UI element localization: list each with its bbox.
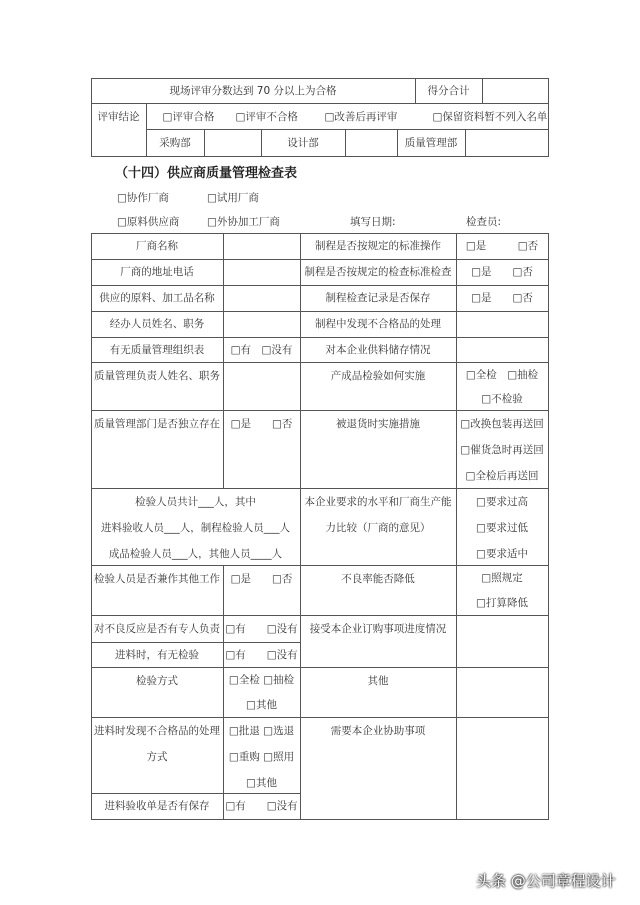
answer-cell[interactable] — [456, 667, 549, 718]
label: 制程是否按规定的检查标准检查 — [304, 266, 452, 278]
row-label — [91, 285, 224, 312]
options[interactable]: □是 □否 — [465, 240, 539, 252]
row-label — [91, 717, 224, 794]
section-title: （十四）供应商质量管理检查表 — [115, 166, 298, 181]
row-label — [91, 667, 224, 718]
row-label — [91, 233, 224, 260]
row-label — [91, 793, 224, 820]
answer-cell[interactable] — [223, 311, 301, 338]
row-label — [91, 615, 224, 643]
label: 有无质量管理组织表 — [109, 343, 205, 356]
answer-cell[interactable] — [223, 285, 301, 312]
row-label — [300, 285, 457, 312]
dept-purchasing-value[interactable] — [204, 129, 262, 157]
row-label — [91, 410, 224, 489]
inspector-count-cell[interactable] — [91, 488, 301, 566]
label: 制程检查记录是否保存 — [325, 292, 431, 304]
line: 成品检验人员___人，其他人员____人 — [108, 547, 283, 560]
options[interactable]: □有 □没有 — [225, 648, 298, 661]
option[interactable]: □其他 — [246, 776, 277, 789]
inspection-options[interactable] — [456, 362, 549, 411]
fill-date-label: 填写日期: — [350, 216, 396, 228]
row-label — [300, 410, 457, 489]
answer-cell[interactable] — [456, 717, 549, 820]
row-label — [300, 259, 457, 286]
label: 对本企业供料储存情况 — [325, 343, 431, 356]
option[interactable]: □重购 □照用 — [228, 750, 295, 763]
label: 进料验收单是否有保存 — [104, 800, 210, 812]
row-label — [300, 488, 457, 566]
option[interactable]: □全检后再送回 — [465, 469, 539, 482]
row-label — [91, 362, 224, 411]
label: 本企业要求的水平和厂商生产能 — [304, 495, 452, 508]
row-label — [91, 337, 224, 363]
label: 厂商名称 — [136, 240, 178, 252]
total-label-cell — [415, 78, 483, 104]
label: 经办人员姓名、职务 — [109, 318, 205, 330]
criterion-text: 现场评审分数达到 70 分以上为合格 — [169, 84, 337, 97]
line: 进料验收人员___人，制程检验人员___人 — [101, 521, 290, 534]
inspector-label: 检查员: — [466, 216, 502, 228]
dept-label: 设计部 — [287, 136, 319, 149]
options[interactable]: □是 □否 — [230, 417, 293, 430]
row-label — [300, 717, 457, 820]
answer-cell[interactable] — [456, 337, 549, 363]
dept-purchasing-label — [146, 129, 205, 157]
row-label — [300, 615, 457, 668]
row-label — [300, 337, 457, 363]
options[interactable]: □有 □没有 — [225, 800, 298, 812]
conclusion-label-cell — [91, 103, 147, 157]
total-label: 得分合计 — [427, 84, 470, 97]
conclusion-options — [146, 103, 549, 130]
option[interactable]: □不检验 — [481, 392, 523, 405]
label: 其他 — [367, 674, 389, 687]
label: 进料时发现不合格品的处理 — [94, 724, 220, 737]
row-label — [91, 642, 224, 668]
yes-no-options[interactable] — [456, 233, 549, 260]
option-pass[interactable]: □评审合格 — [162, 110, 215, 123]
label: 质量管理负责人姓名、职务 — [94, 369, 220, 382]
row-label — [91, 259, 224, 286]
criterion-cell — [91, 78, 416, 104]
option[interactable]: □要求适中 — [476, 547, 528, 560]
option[interactable]: □催货急时再送回 — [460, 443, 544, 456]
label: 厂商的地址电话 — [120, 266, 194, 278]
options[interactable]: □是 □否 — [471, 292, 533, 304]
conclusion-label: 评审结论 — [97, 110, 140, 123]
option-fail[interactable]: □评审不合格 — [235, 110, 298, 123]
label: 需要本企业协助事项 — [330, 724, 426, 737]
watermark: 头条 @公司章程设计 — [476, 872, 616, 890]
yes-no-options[interactable] — [223, 410, 301, 489]
row-label — [300, 667, 457, 718]
vendor-type-outsourced[interactable]: □外协加工厂商 — [207, 216, 280, 228]
row-label — [300, 233, 457, 260]
option[interactable]: □要求过低 — [476, 521, 528, 534]
label: 制程中发现不合格品的处理 — [315, 318, 441, 330]
option[interactable]: □改换包装再送回 — [460, 417, 544, 430]
label: 检验方式 — [136, 674, 178, 687]
inspection-method-options[interactable] — [223, 667, 301, 718]
option-reserve[interactable]: □保留资料暂不列入名单 — [432, 110, 548, 123]
answer-cell[interactable] — [223, 233, 301, 260]
label: 方式 — [146, 750, 168, 763]
label: 检验人员是否兼作其他工作 — [94, 572, 220, 585]
answer-cell[interactable] — [456, 311, 549, 338]
return-options[interactable] — [456, 410, 549, 489]
yes-no-options[interactable] — [223, 337, 301, 363]
yes-no-options[interactable] — [456, 285, 549, 312]
option[interactable]: □批退 □选退 — [228, 724, 295, 737]
yes-no-options[interactable] — [456, 259, 549, 286]
label: 产成品检验如何实施 — [330, 369, 426, 382]
label: 力比较（厂商的意见） — [325, 521, 431, 534]
option[interactable]: □照规定 — [481, 571, 523, 584]
options[interactable]: □是 □否 — [230, 572, 293, 585]
dept-design-value[interactable] — [345, 129, 398, 157]
options[interactable]: □有 □没有 — [225, 622, 298, 635]
vendor-type-trial[interactable]: □试用厂商 — [207, 192, 259, 204]
label: 供应的原料、加工品名称 — [99, 292, 215, 304]
yes-no-options[interactable] — [223, 642, 301, 668]
label: 对不良反应是否有专人负责 — [94, 622, 220, 635]
row-label — [91, 311, 224, 338]
yes-no-options[interactable] — [223, 793, 301, 820]
answer-cell[interactable] — [223, 362, 301, 411]
option[interactable]: □其他 — [246, 698, 277, 711]
option[interactable]: □全检 □抽检 — [465, 368, 539, 381]
label: 制程是否按规定的标准操作 — [315, 240, 441, 252]
row-label — [300, 362, 457, 411]
label: 被退货时实施措施 — [336, 417, 420, 430]
row-label — [91, 565, 224, 616]
option[interactable]: □要求过高 — [476, 495, 528, 508]
requirement-options[interactable] — [456, 488, 549, 566]
row-label — [300, 565, 457, 616]
defect-options[interactable] — [456, 565, 549, 616]
dept-label: 采购部 — [159, 136, 191, 149]
label: 进料时，有无检验 — [115, 648, 199, 661]
option[interactable]: □全检 □抽检 — [228, 673, 295, 686]
options[interactable]: □是 □否 — [471, 266, 533, 278]
nonconforming-options[interactable] — [223, 717, 301, 794]
dept-quality-label — [397, 129, 466, 157]
total-value-cell[interactable] — [482, 78, 549, 104]
dept-label: 质量管理部 — [404, 136, 458, 149]
answer-cell[interactable] — [456, 615, 549, 668]
vendor-type-raw-material[interactable]: □原料供应商 — [117, 216, 180, 228]
label: 不良率能否降低 — [341, 572, 415, 585]
option-improve[interactable]: □改善后再评审 — [324, 110, 398, 123]
options[interactable]: □有 □没有 — [230, 343, 293, 356]
dept-design-label — [261, 129, 346, 157]
vendor-type-cooperative[interactable]: □协作厂商 — [117, 192, 169, 204]
label: 质量管理部门是否独立存在 — [94, 417, 220, 430]
yes-no-options[interactable] — [223, 615, 301, 643]
yes-no-options[interactable] — [223, 565, 301, 616]
line: 检验人员共计___人，其中 — [135, 495, 256, 508]
label: 接受本企业订购事项进度情况 — [309, 622, 447, 635]
option[interactable]: □打算降低 — [476, 596, 528, 609]
dept-quality-value[interactable] — [465, 129, 549, 157]
row-label — [300, 311, 457, 338]
answer-cell[interactable] — [223, 259, 301, 286]
